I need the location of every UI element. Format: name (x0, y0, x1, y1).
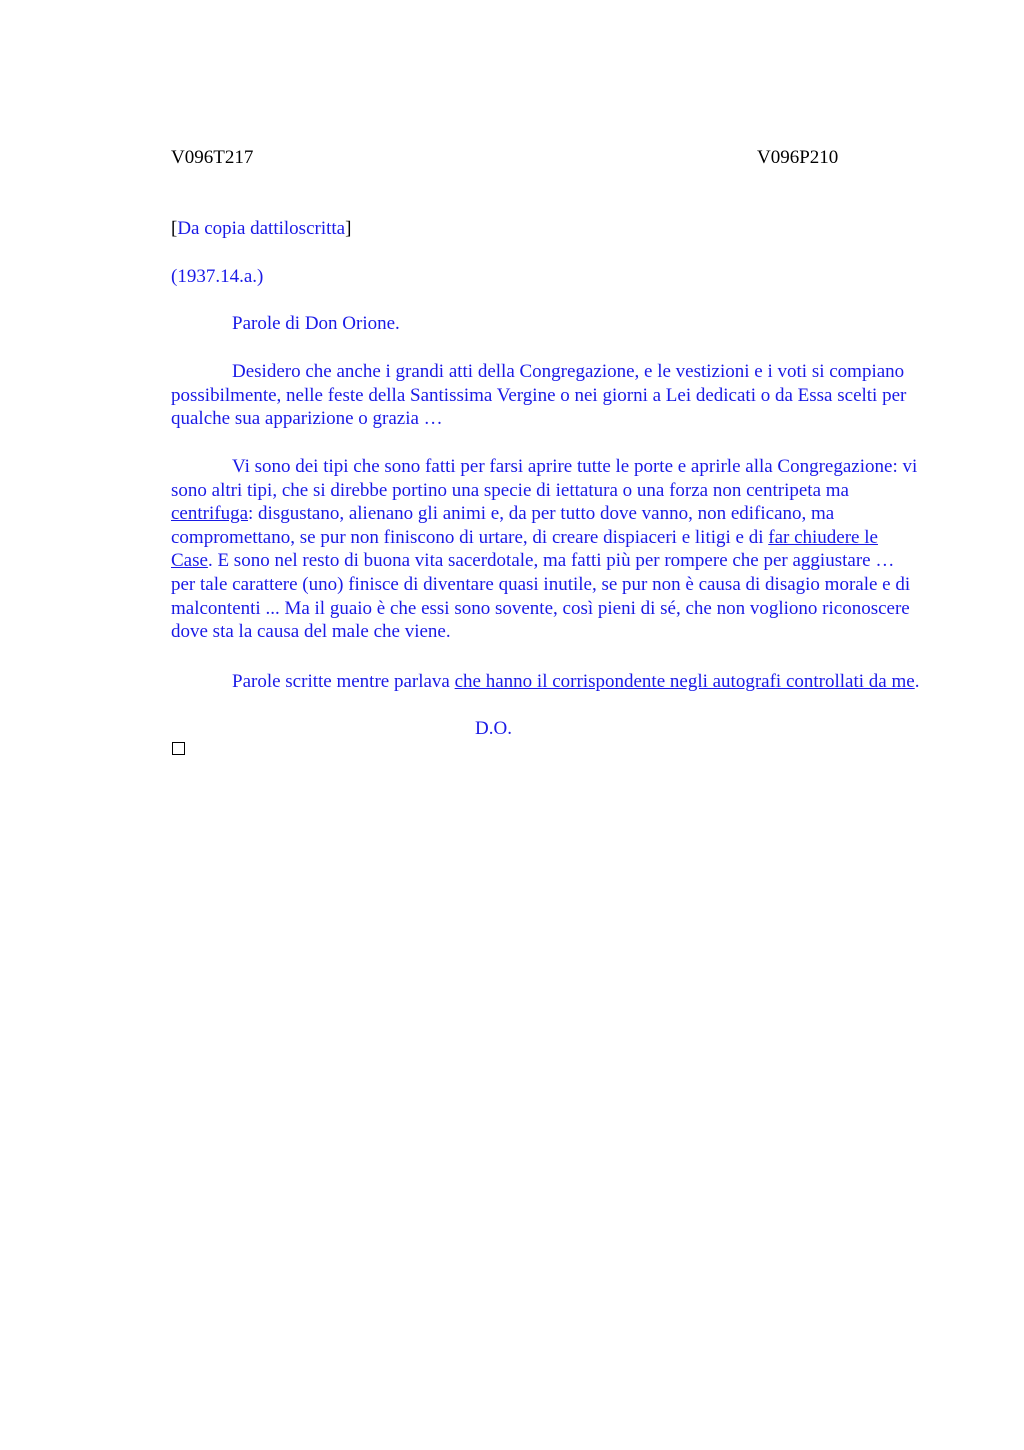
reference-number: (1937.14.a.) (171, 266, 264, 287)
paragraph-2-text-b: : disgustano, alienano gli animi e, da per tutto dove vanno, non edificano, ma compromettano, se pur non finiscono di urtare, di creare dispiaceri e litigi e di (171, 503, 835, 548)
open-bracket: [ (171, 218, 178, 239)
document-code-left: V096T217 (171, 147, 254, 168)
paragraph-2-text-a: Vi sono dei tipi che sono fatti per farsi aprire tutte le porte e aprirle alla Congregazione: vi sono altri tipi, che si direbbe portino una specie di iettatura o una forza non centripeta ma (171, 456, 918, 501)
paragraph-3 (171, 670, 923, 694)
paragraph-1: Desidero che anche i grandi atti della Congregazione, e le vestizioni e i voti si compiano possibilmente, nelle feste della Santissima Vergine o nei giorni a Lei dedicati o da Essa scelti per qualche sua apparizione o grazia … (171, 361, 907, 430)
paragraph-3-text-a: Parole scritte mentre parlava (232, 671, 455, 692)
signature: D.O. (475, 718, 512, 739)
intro-line: Parole di Don Orione. (232, 313, 400, 334)
end-square-icon (172, 742, 185, 755)
underlined-autografi: che hanno il corrispondente negli autografi controllati da me (454, 671, 915, 692)
paragraph-3-text-b: . (914, 671, 920, 692)
underlined-far-chiudere: far chiudere le Case (171, 526, 878, 572)
source-text: Da copia dattiloscritta (177, 218, 346, 239)
page-code-right: V096P210 (757, 147, 839, 168)
close-bracket: ] (345, 218, 352, 239)
paragraph-2-text-c: . E sono nel resto di buona vita sacerdotale, ma fatti più per rompere che per aggiustare … per tale carattere (uno) finisce di diventare quasi inutile, se pur non è causa di disagio morale e di malcontenti ... Ma il guaio è che essi sono sovente, così pieni di sé, che non vogliono riconoscere dove sta la causa del male che viene. (171, 550, 911, 643)
source-note (171, 217, 351, 241)
underlined-centrifuga: centrifuga (171, 503, 249, 525)
paragraph-2 (171, 455, 923, 644)
